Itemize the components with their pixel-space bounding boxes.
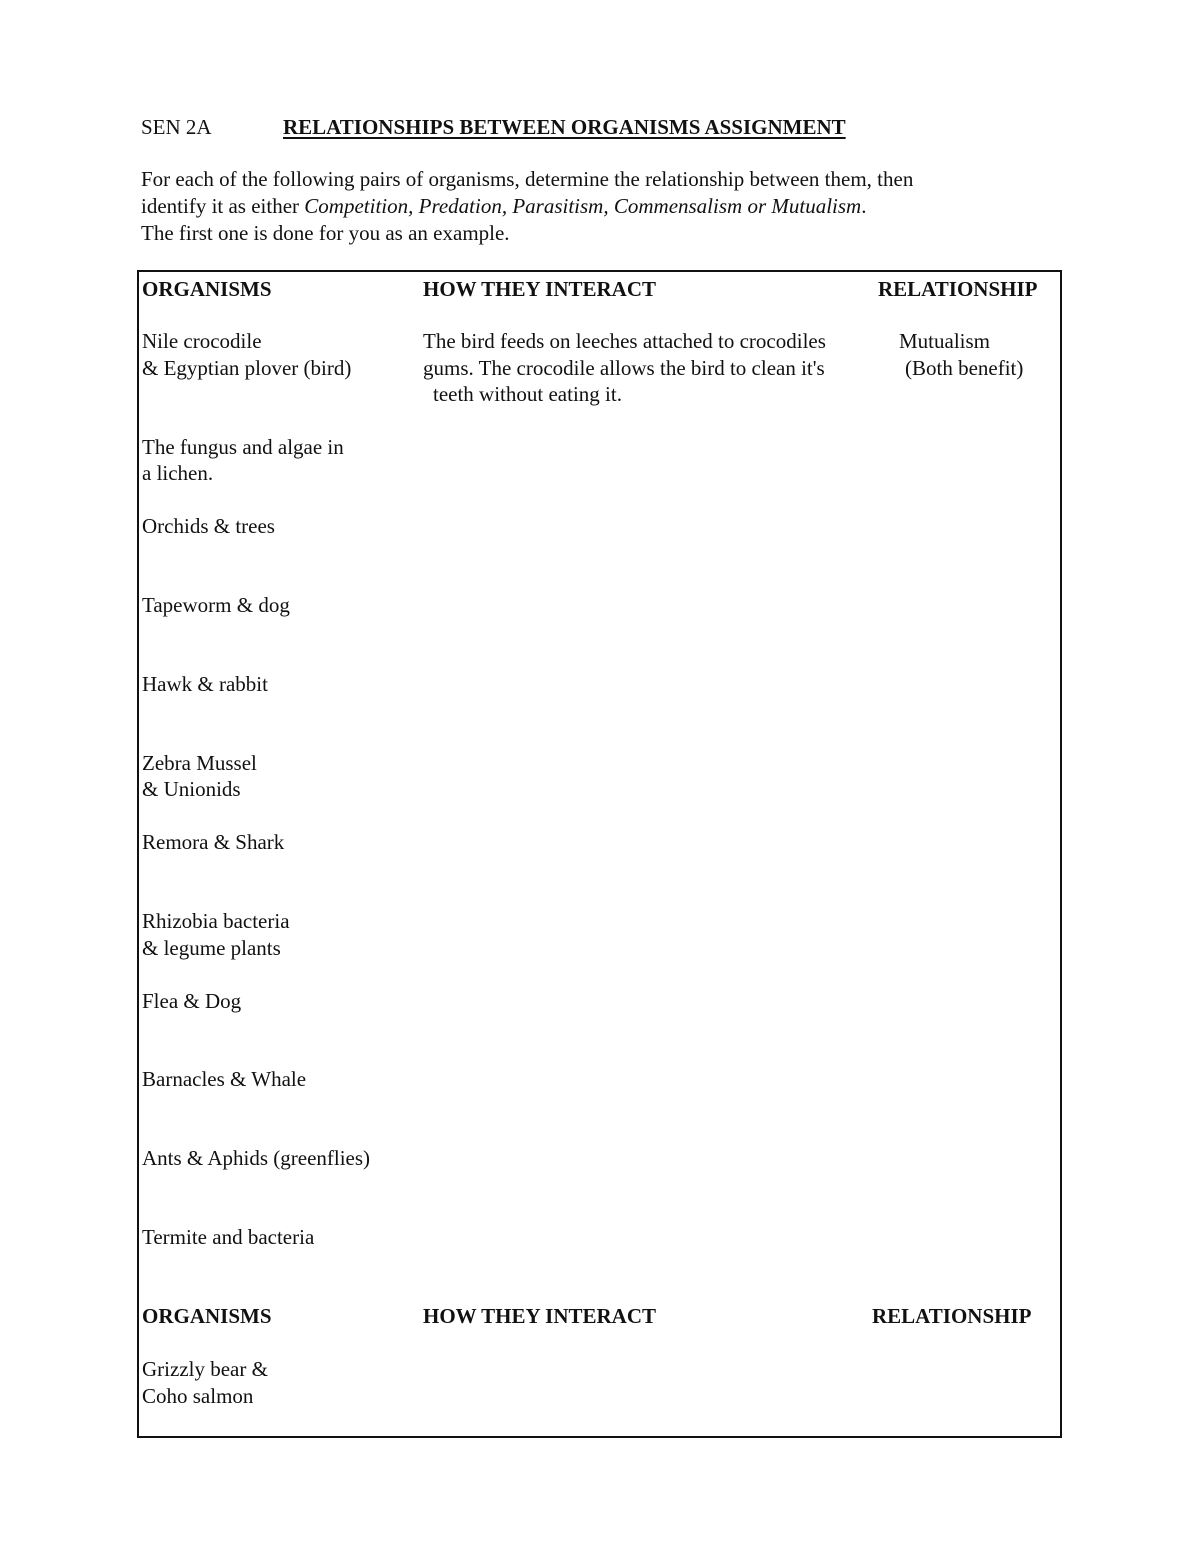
organism-row-1-line-2: a lichen. (142, 461, 214, 485)
organism-row-7-line-1: Rhizobia bacteria (142, 909, 290, 933)
example-interaction-line-1: The bird feeds on leeches attached to crocodiles (423, 329, 826, 353)
course-code: SEN 2A (141, 115, 212, 139)
organism-row-final-line-1: Grizzly bear & (142, 1357, 268, 1381)
column-header-interaction: HOW THEY INTERACT (423, 277, 656, 301)
document-title: RELATIONSHIPS BETWEEN ORGANISMS ASSIGNMENT (283, 115, 846, 139)
column-header-organisms-repeat: ORGANISMS (142, 1304, 272, 1328)
instructions-line-2-suffix: . (861, 194, 867, 218)
example-interaction-line-2: gums. The crocodile allows the bird to clean it's (423, 356, 825, 380)
organism-row-7-line-2: & legume plants (142, 936, 281, 960)
column-header-relationship-repeat: RELATIONSHIP (872, 1304, 1032, 1328)
organism-row-5-line-1: Zebra Mussel (142, 751, 257, 775)
organism-row-5-line-2: & Unionids (142, 777, 241, 801)
example-interaction-line-3: teeth without eating it. (433, 382, 622, 406)
instructions-line-1: For each of the following pairs of organisms, determine the relationship between them, then (141, 167, 914, 191)
organism-row-9: Barnacles & Whale (142, 1067, 307, 1091)
organism-row-6: Remora & Shark (142, 830, 285, 854)
organism-row-2: Orchids & trees (142, 514, 275, 538)
instructions-line-2 (141, 193, 913, 220)
organism-row-3: Tapeworm & dog (142, 593, 290, 617)
organism-row-4: Hawk & rabbit (142, 672, 268, 696)
example-relationship-note: (Both benefit) (905, 356, 1024, 380)
organism-row-final-line-2: Coho salmon (142, 1384, 254, 1408)
organism-row-1-line-1: The fungus and algae in (142, 435, 344, 459)
example-organisms-line-1: Nile crocodile (142, 329, 262, 353)
organism-row-10: Ants & Aphids (greenflies) (142, 1146, 371, 1170)
column-header-relationship: RELATIONSHIP (878, 277, 1038, 301)
column-header-interaction-repeat: HOW THEY INTERACT (423, 1304, 656, 1328)
organism-row-11: Termite and bacteria (142, 1225, 315, 1249)
example-relationship: Mutualism (899, 329, 991, 353)
organism-row-8: Flea & Dog (142, 989, 242, 1013)
relationship-types: Competition, Predation, Parasitism, Commensalism or Mutualism (304, 194, 862, 218)
example-organisms-line-2: & Egyptian plover (bird) (142, 356, 352, 380)
instructions-line-3: The first one is done for you as an example. (141, 221, 510, 245)
instructions (141, 166, 913, 247)
column-header-organisms: ORGANISMS (142, 277, 272, 301)
instructions-line-2-prefix: identify it as either (141, 194, 305, 218)
